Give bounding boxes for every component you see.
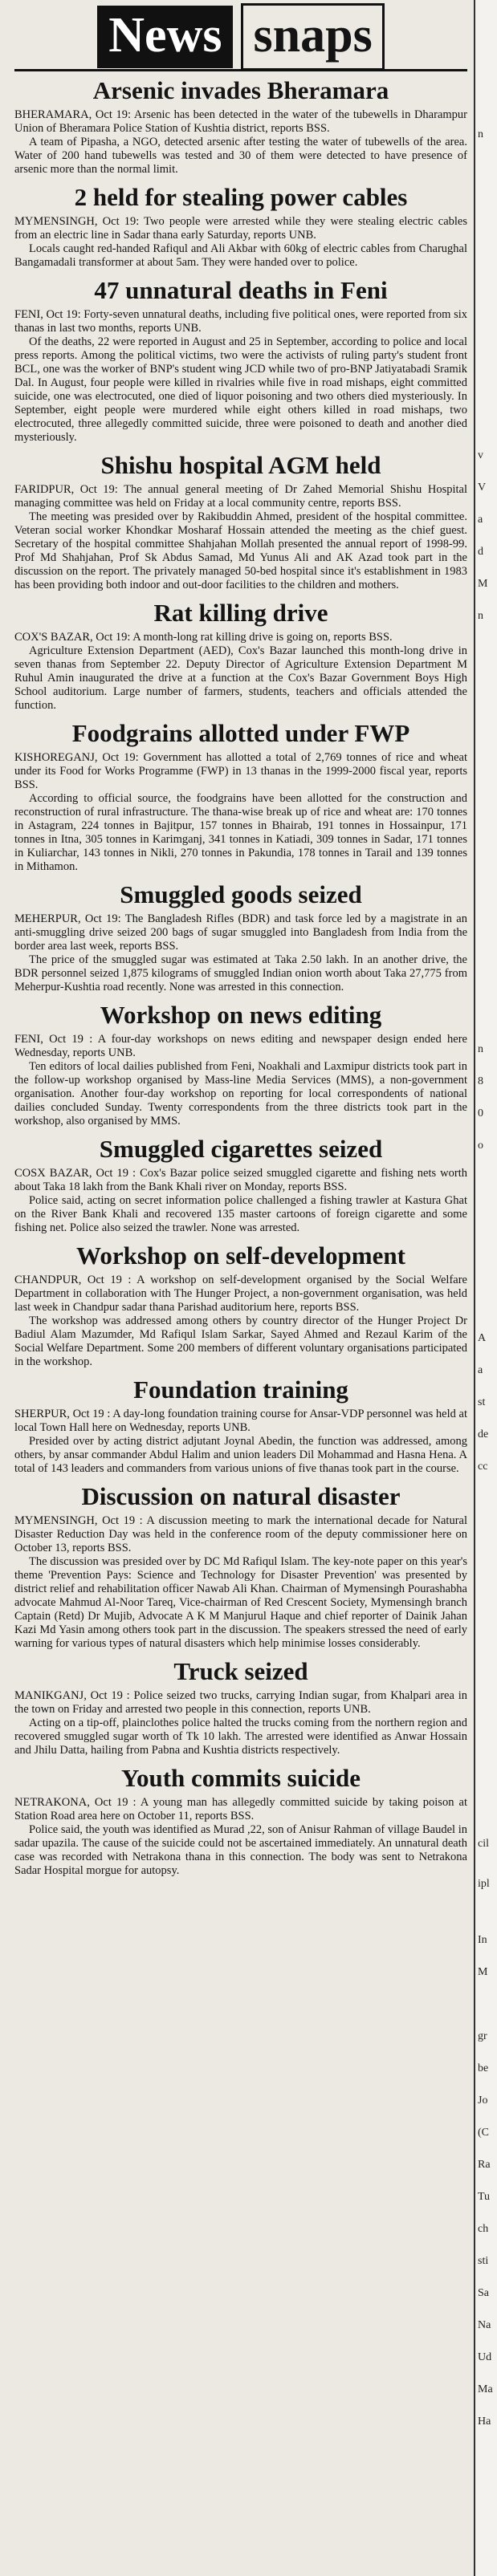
story-dateline-paragraph: BHERAMARA, Oct 19: Arsenic has been detected in the water of the tubewells in Dharampur Union of Bheramara Police Station of Kushtia district, reports BSS.	[14, 108, 467, 135]
edge-text-fragment: cc	[478, 1461, 488, 1473]
story-paragraph: According to official source, the foodgrains have been allotted for the construction and reconstruction of rural infrastructure. The thana-wise break up of rice and wheat are: 170 tonnes in Astagram, 224 tonnes in Bajitpur, 157 tonnes in Bhairab, 191 tonnes in Hossainpur, 171 tonnes in Itna, 305 tonnes in Karimganj, 341 tonnes in Katiadi, 309 tonnes in Sadar, 171 tonnes in Kuliarchar, 143 tonnes in Nikli, 270 tonnes in Pakundia, 178 tonnes in Tarail and 139 tonnes in Mithamon.	[14, 792, 467, 873]
edge-text-fragment: cil	[478, 1838, 489, 1850]
story-headline: Shishu hospital AGM held	[100, 451, 381, 479]
edge-text-fragment: In	[478, 1934, 487, 1946]
story-headline: Rat killing drive	[153, 599, 328, 627]
edge-text-fragment: A	[478, 1332, 487, 1344]
story-dateline-paragraph: COX'S BAZAR, Oct 19: A month-long rat killing drive is going on, reports BSS.	[14, 631, 393, 644]
edge-text-fragment: 0	[478, 1107, 483, 1119]
news-story	[14, 1241, 467, 1369]
story-paragraph: The discussion was presided over by DC Md Rafiqul Islam. The key-note paper on this year's theme 'Prevention Pays: Science and Technology for Disaster Prevention' was presented by district relief and rehabilitation officer Nawab Ali Khan. Chairman of Mymensingh Pourashabha advocate Mahmud Al-Noor Tareq, Vice-chairman of Red Crescent Society, Mymensingh branch Captain (Retd) Dr Mujib, Advocate A K M Manjurul Haque and chief reporter of Dainik Jahan Kazi Md Yasin among others took part in the discussion. The speakers stressed the need of early warning for various types of natural disasters which help minimise losses considerably.	[14, 1555, 467, 1650]
masthead	[14, 5, 467, 71]
masthead-snaps: snaps	[241, 3, 384, 71]
edge-text-fragment: de	[478, 1428, 489, 1440]
adjacent-column-edge	[475, 0, 497, 2576]
story-headline: Foodgrains allotted under FWP	[71, 719, 410, 747]
edge-text-fragment: 8	[478, 1075, 483, 1087]
edge-text-fragment: ipl	[478, 1878, 490, 1890]
edge-text-fragment: Jo	[478, 2095, 488, 2107]
stories-list	[14, 76, 467, 1878]
story-headline: 47 unnatural deaths in Feni	[94, 276, 388, 304]
story-headline: Discussion on natural disaster	[81, 1482, 401, 1510]
edge-text-fragment: V	[478, 481, 487, 494]
edge-text-fragment: n	[478, 1043, 483, 1055]
edge-text-fragment: (C	[478, 2127, 489, 2139]
story-dateline-paragraph: CHANDPUR, Oct 19 : A workshop on self-development organised by the Social Welfare Department in collaboration with The Hunger Project, a non-government organisation, was held last week in Chandpur sadar thana Parishad auditorium here, reports BSS.	[14, 1274, 467, 1314]
story-headline: Foundation training	[133, 1375, 348, 1404]
edge-text-fragment: n	[478, 128, 483, 140]
story-dateline-paragraph: FARIDPUR, Oct 19: The annual general meeting of Dr Zahed Memorial Shishu Hospital managing committee was held on Friday at a local community centre, reports BSS.	[14, 483, 467, 510]
story-dateline-paragraph: FENI, Oct 19 : A four-day workshops on news editing and newspaper design ended here Wednesday, reports UNB.	[14, 1033, 467, 1059]
edge-text-fragment: gr	[478, 2030, 487, 2042]
story-paragraph: Police said, the youth was identified as Murad ,22, son of Anisur Rahman of village Baudel in sadar upazila. The cause of the suicide could not be ascertained immediately. An unnatural death case was recorded with Netrakona thana in this connection. The body was sent to Netrakona Sadar Hospital morgue for autopsy.	[14, 1823, 467, 1877]
news-story	[14, 276, 467, 445]
news-story	[14, 1764, 467, 1878]
story-headline: 2 held for stealing power cables	[74, 183, 408, 211]
story-paragraph: Presided over by acting district adjutant Joynal Abedin, the function was addressed, among others, by ansar commander Abdul Halim and union leaders Dil Mohammad and Hasna Hena. A total of 143 leaders and commanders from various unions of five thanas took part in the course.	[14, 1435, 467, 1475]
news-story	[14, 76, 467, 177]
edge-text-fragment: n	[478, 610, 483, 622]
story-paragraph: Ten editors of local dailies published from Feni, Noakhali and Laxmipur districts took part in the follow-up workshop organised by Mass-line Media Services (MMS), a non-government organisation. Another four-day workshop on reporting for local correspondents of national dailies concluded Sunday. Twenty correspondents from the three districts took part in the workshop, also organised by MMS.	[14, 1060, 467, 1128]
story-dateline-paragraph: MEHERPUR, Oct 19: The Bangladesh Rifles (BDR) and task force led by a magistrate in an anti-smuggling drive seized 200 bags of sugar smuggled into Bangladesh from India from the border area last week, reports BSS.	[14, 912, 467, 953]
news-story	[14, 599, 467, 713]
story-headline: Arsenic invades Bheramara	[92, 76, 389, 104]
news-story	[14, 1135, 467, 1235]
edge-text-fragment: Ha	[478, 2416, 491, 2428]
story-paragraph: A team of Pipasha, a NGO, detected arsenic after testing the water of tubewells of the area. Water of 200 hand tubewells was tested and 30 of them were detected to have presence of arsenic more than the normal limit.	[14, 136, 467, 176]
edge-text-fragment: be	[478, 2062, 489, 2074]
news-story	[14, 1482, 467, 1651]
edge-text-fragment: d	[478, 546, 483, 558]
edge-text-fragment: Ud	[478, 2351, 492, 2363]
edge-text-fragment: Ma	[478, 2383, 493, 2395]
news-story	[14, 880, 467, 994]
edge-text-fragment: v	[478, 449, 483, 461]
edge-text-fragment: ch	[478, 2223, 489, 2235]
story-paragraph: Police said, acting on secret information police challenged a fishing trawler at Kastura Ghat on the River Bank Khali and recovered 135 master cartoons of foreign cigarette and some fishing net. Police also seized the trawler. None was arrested.	[14, 1194, 467, 1234]
story-dateline-paragraph: COSX BAZAR, Oct 19 : Cox's Bazar police seized smuggled cigarette and fishing nets worth about Taka 18 lakh from the Bank Khali river on Monday, reports BSS.	[14, 1167, 467, 1193]
story-paragraph: Acting on a tip-off, plainclothes police halted the trucks coming from the northern region and recovered smuggled sugar worth of Tk 10 lakh. The arrested were identified as Anwar Hossain and Jhilu Datta, hailing from Pabna and Kushtia districts respectively.	[14, 1717, 467, 1757]
news-story	[14, 1657, 467, 1757]
edge-text-fragment: Ra	[478, 2159, 491, 2171]
news-story	[14, 451, 467, 592]
story-headline: Smuggled goods seized	[120, 880, 362, 908]
story-dateline-paragraph: MANIKGANJ, Oct 19 : Police seized two trucks, carrying Indian sugar, from Khalpari area in the town on Friday and arrested two people in this connection, reports UNB.	[14, 1689, 467, 1716]
edge-text-fragment: Sa	[478, 2287, 489, 2299]
story-dateline-paragraph: KISHOREGANJ, Oct 19: Government has allotted a total of 2,769 tonnes of rice and wheat under its Food for Works Programme (FWP) in 13 thanas in the 1999-2000 fiscal year, reports BSS.	[14, 751, 467, 791]
story-headline: Workshop on self-development	[76, 1241, 405, 1270]
story-headline: Youth commits suicide	[121, 1764, 361, 1792]
story-dateline-paragraph: FENI, Oct 19: Forty-seven unnatural deaths, including five political ones, were reported from six thanas in last two months, reports UNB.	[14, 308, 467, 335]
story-paragraph: The price of the smuggled sugar was estimated at Taka 2.50 lakh. In an another drive, the BDR personnel seized 1,875 kilograms of smuggled Indian onion worth about Taka 27,775 from Meherpur-Kushtia road recently. None was arrested in this connection.	[14, 953, 467, 993]
story-headline: Workshop on news editing	[100, 1001, 382, 1029]
edge-text-fragment: a	[478, 514, 483, 526]
edge-text-fragment: a	[478, 1364, 483, 1376]
story-headline: Truck seized	[173, 1657, 308, 1685]
story-dateline-paragraph: NETRAKONA, Oct 19 : A young man has allegedly committed suicide by taking poison at Station Road area here on October 11, reports BSS.	[14, 1796, 467, 1822]
edge-text-fragment: o	[478, 1140, 483, 1152]
story-dateline-paragraph: MYMENSINGH, Oct 19 : A discussion meeting to mark the international decade for Natural Disaster Reduction Day was held in the conference room of the deputy commissioner here on October 13, reports BSS.	[14, 1514, 467, 1554]
story-paragraph: Of the deaths, 22 were reported in August and 25 in September, according to police and local press reports. Among the political victims, two were the activists of ruling party's student front BCL, one was the worker of BNP's student wing JCD while two of pro-BNP Jatiyatabadi Sramik Dal. In August, four people were killed in rivalries while five in road mishaps, eight committed suicide, one was electrocuted, one died of liquor poisoning and two others died mysteriously. In September, eight people were murdered while eight others killed in road mishaps, two electrocuted, three allegedly committed suicide, three were poisoned to death and another died mysteriously.	[14, 335, 467, 444]
news-column	[8, 5, 474, 2571]
edge-text-fragment: M	[478, 578, 488, 590]
story-dateline-paragraph: MYMENSINGH, Oct 19: Two people were arrested while they were stealing electric cables from an electric line in Sadar thana early Saturday, reports UNB.	[14, 215, 467, 242]
edge-text-fragment: Tu	[478, 2191, 491, 2203]
edge-text-fragment: st	[478, 1396, 486, 1408]
news-story	[14, 1375, 467, 1476]
story-paragraph: The workshop was addressed among others by country director of the Hunger Project Dr Badiul Alam Mazumder, Md Rafiqul Islam Sarkar, Sayed Ahmed and Rezaul Karim of the Social Welfare Department. Some 200 members of different voluntary organisations participated in the workshop.	[14, 1314, 467, 1368]
edge-text-fragment: M	[478, 1966, 488, 1978]
edge-text-fragment: sti	[478, 2255, 489, 2267]
news-story	[14, 1001, 467, 1128]
story-dateline-paragraph: SHERPUR, Oct 19 : A day-long foundation training course for Ansar-VDP personnel was held at local Town Hall here on Wednesday, reports UNB.	[14, 1408, 467, 1434]
news-story	[14, 183, 467, 270]
story-paragraph: Locals caught red-handed Rafiqul and Ali Akbar with 60kg of electric cables from Charughal Bangamadali transformer at about 5am. They were handed over to police.	[14, 242, 467, 269]
story-paragraph: Agriculture Extension Department (AED), Cox's Bazar launched this month-long drive in seven thanas from September 22. Deputy Director of Agriculture Extension Department M Ruhul Amin inaugurated the drive at a function at the Cox's Bazar Government Boys High School auditorium. Large number of farmers, students, teachers and officials attended the function.	[14, 644, 467, 712]
edge-text-fragment: Na	[478, 2319, 491, 2331]
masthead-news: News	[97, 6, 233, 68]
story-paragraph: The meeting was presided over by Rakibuddin Ahmed, president of the hospital committee. Veteran social worker Khondkar Mosharaf Hossain attended the meeting as the chief guest. Secretary of the hospital committee Shahjahan Mollah presented the annual report of 1998-99. Prof Md Shahjahan, Prof Sk Abdus Samad, Md Yunus Ali and AK Azad took part in the discussion on the report. The privately managed 50-bed hospital since it's establishment in 1983 has been providing both indoor and out-door facilities to the children and mothers.	[14, 510, 467, 591]
news-story	[14, 719, 467, 874]
story-headline: Smuggled cigarettes seized	[99, 1135, 383, 1163]
